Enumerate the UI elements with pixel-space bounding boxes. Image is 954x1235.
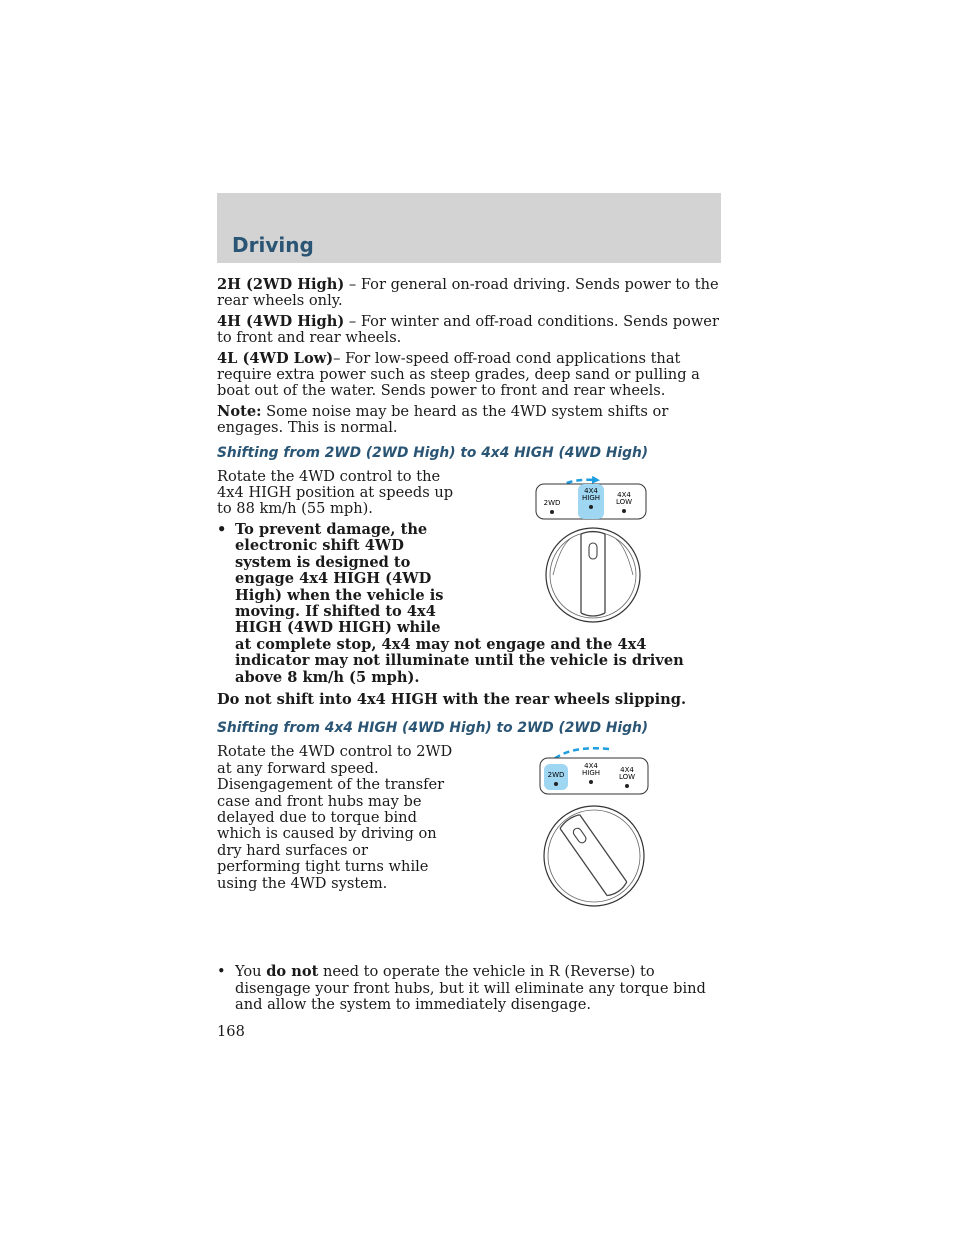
warning-rear-wheels-slipping: Do not shift into 4x4 HIGH with the rear wheels slipping. xyxy=(217,690,687,708)
intro-shift-to-2wd: Rotate the 4WD control to 2WD at any forward speed. Disengagement of the transfer case and front hubs may be delayed due to torque bind which is caused by driving on dry hard surfaces or performing tight turns while using the 4WD system. xyxy=(217,743,453,892)
page-number: 168 xyxy=(217,1022,245,1040)
label-4x4-high-bottom: HIGH xyxy=(581,493,601,502)
desc-4h: – For winter and off-road conditions. Sends power to front and rear wheels. xyxy=(217,312,719,347)
label-4x4-high-bottom: HIGH xyxy=(581,769,601,778)
indicator-dot-2wd xyxy=(550,510,554,514)
rotary-knob-icon xyxy=(544,806,644,906)
label-2wd: 2WD xyxy=(547,771,565,780)
label-4x4-low-top: 4X4 xyxy=(620,766,634,775)
bullet-list-section2 xyxy=(217,964,719,1013)
indicator-dot-4x4-low xyxy=(625,784,629,788)
indicator-dot-4x4-low xyxy=(622,509,626,513)
bullet-text-prevent-damage: To prevent damage, the electronic shift 4WD system is designed to engage 4x4 HIGH (4WD High) when the vehicle is moving. If shifted to 4x4 HIGH (4WD HIGH) while at complete stop, 4x4 may not engage and the 4x4 indicator may not illuminate until the vehicle is driven above 8 km/h (5 mph). xyxy=(235,520,684,686)
note-label: Note: xyxy=(217,402,262,420)
paragraph-4l xyxy=(217,351,719,400)
bullet-text-emphasis: do not xyxy=(266,963,319,981)
paragraph-4h xyxy=(217,314,719,347)
note-text: Some noise may be heard as the 4WD system shifts or engages. This is normal. xyxy=(217,402,669,437)
heading-shift-to-2wd: Shifting from 4x4 HIGH (4WD High) to 2WD (2WD High) xyxy=(217,720,649,737)
label-4x4-high-top: 4X4 xyxy=(584,762,598,771)
bullet-text-prefix: You xyxy=(235,963,267,981)
header-band xyxy=(217,193,721,263)
page-content xyxy=(217,277,719,1040)
desc-2h: – For general on-road driving. Sends power to the rear wheels only. xyxy=(217,276,719,310)
heading-shift-to-4x4-high: Shifting from 2WD (2WD High) to 4x4 HIGH (4WD High) xyxy=(217,444,649,461)
label-4x4-high-top: 4X4 xyxy=(584,486,598,495)
bullet-marker: • xyxy=(217,963,226,981)
indicator-dot-4x4-high xyxy=(589,780,593,784)
term-2h: 2H (2WD High) xyxy=(217,276,345,293)
label-4x4-low-bottom: LOW xyxy=(618,773,636,782)
section-title: Driving xyxy=(232,233,314,257)
bullet-text-reverse: need to operate the vehicle in R (Reverse) to disengage your front hubs, but it will eliminate any torque bind and allow the system to immediately disengage. xyxy=(235,963,706,1014)
list-item xyxy=(217,964,719,1013)
paragraph-2h xyxy=(217,277,719,310)
desc-4l: – For low-speed off-road cond applications that require extra power such as steep grades, deep sand or pulling a boat out of the water. Sends power to front and rear wheels. xyxy=(217,349,700,400)
term-4l: 4L (4WD Low) xyxy=(217,349,334,367)
list-item xyxy=(217,522,719,686)
term-4h: 4H (4WD High) xyxy=(217,312,345,330)
bullet-marker: • xyxy=(217,520,227,538)
indicator-dot-4x4-high xyxy=(589,505,593,509)
intro-shift-to-4x4-high: Rotate the 4WD control to the 4x4 HIGH position at speeds up to 88 km/h (55 mph). xyxy=(217,467,454,518)
indicator-dot-2wd xyxy=(554,782,558,786)
figure-spacer xyxy=(217,912,719,964)
label-4x4-low-bottom: LOW xyxy=(615,497,633,506)
label-4x4-low-top: 4X4 xyxy=(617,490,631,499)
control-dial-figure-to-2wd xyxy=(464,744,719,912)
bullet-list-section1 xyxy=(217,522,719,686)
note-paragraph xyxy=(217,404,719,437)
label-2wd: 2WD xyxy=(543,498,561,507)
